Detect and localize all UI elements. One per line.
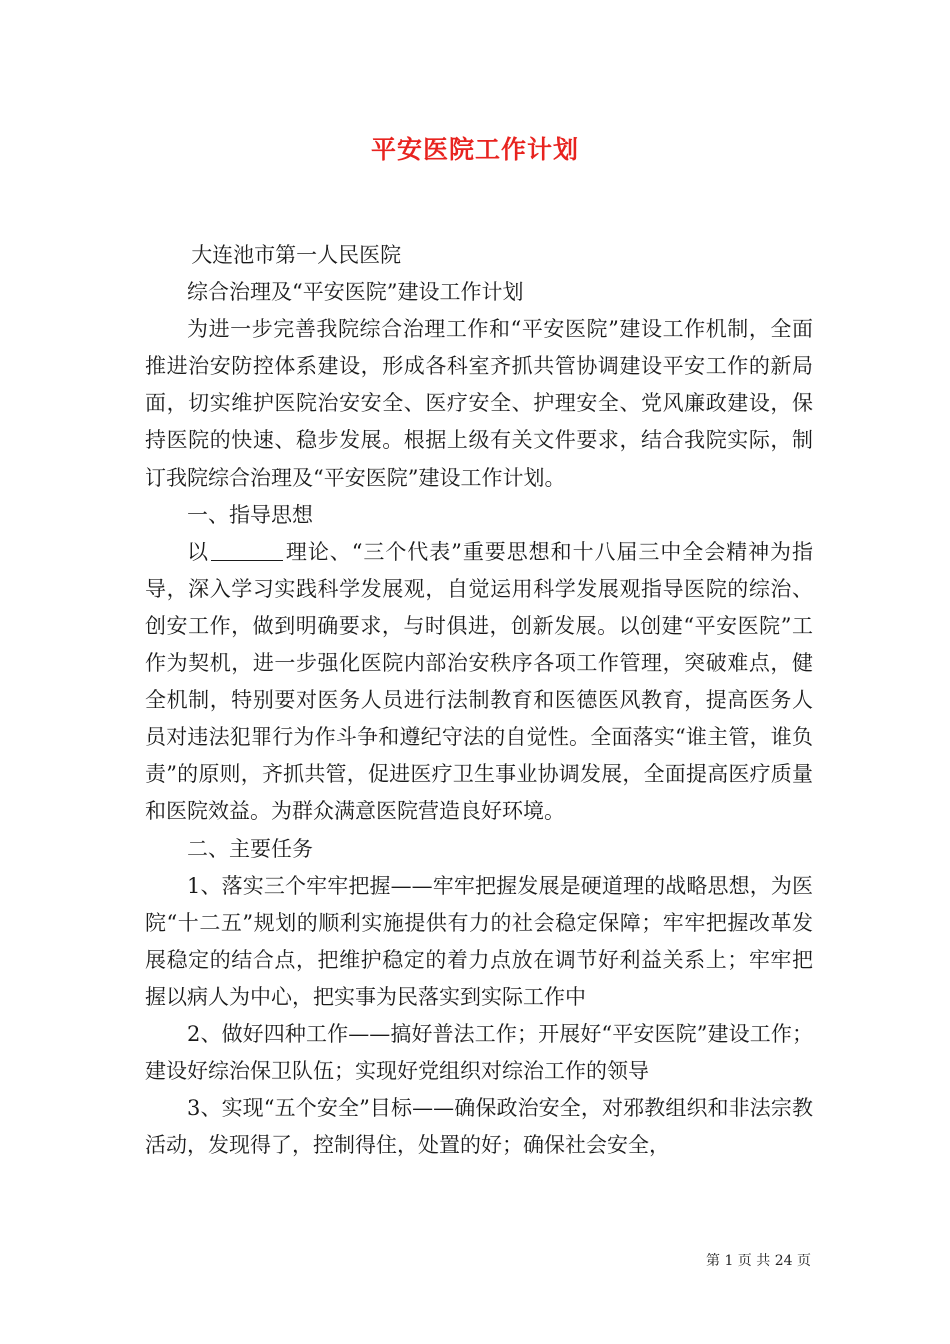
task-item-1: 1、落实三个牢牢把握——牢牢把握发展是硬道理的战略思想，为医院“十二五”规划的顺利实施提供有力的社会稳定保障；牢牢把握改革发展稳定的结合点，把维护稳定的着力点放在调节好利益关系上；牢牢把握以病人为中心，把实事为民落实到实际工作中: [145, 873, 813, 1009]
document-title: 平安医院工作计划: [370, 135, 579, 164]
intro-paragraph: 为进一步完善我院综合治理工作和“平安医院”建设工作机制，全面推进治安防控体系建设，形成各科室齐抓共管协调建设平安工作的新局面，切实维护医院治安安全、医疗安全、护理安全、党风廉政建设，保持医院的快速、稳步发展。根据上级有关文件要求，结合我院实际，制订我院综合治理及“平安医院”建设工作计划。: [145, 317, 813, 490]
fill-in-blank: [211, 539, 283, 561]
document-subtitle: 综合治理及“平安医院”建设工作计划: [187, 280, 524, 305]
page-number-footer: 第 1 页 共 24 页: [706, 1253, 811, 1269]
section-heading-main-tasks: 二、主要任务: [187, 836, 313, 861]
task-item-3: 3、实现“五个安全”目标——确保政治安全，对邪教组织和非法宗教活动，发现得了，控制得住，处置的好；确保社会安全，: [145, 1096, 813, 1158]
document-body: [145, 237, 813, 1164]
guiding-thought-text: 理论、“三个代表”重要思想和十八届三中全会精神为指导，深入学习实践科学发展观，自觉运用科学发展观指导医院的综治、创安工作，做到明确要求，与时俱进，创新发展。以创建“平安医院”工作为契机，进一步强化医院内部治安秩序各项工作管理，突破难点，健全机制，特别要对医务人员进行法制教育和医德医风教育，提高医务人员对违法犯罪行为作斗争和遵纪守法的自觉性。全面落实“谁主管，谁负责”的原则，齐抓共管，促进医疗卫生事业协调发展，全面提高医疗质量和医院效益。为群众满意医院营造良好环境。: [145, 539, 813, 824]
guiding-thought-prefix: 以: [187, 539, 209, 564]
organization-name: 大连池市第一人民医院: [191, 243, 402, 267]
section-heading-guiding-thought: 一、指导思想: [187, 502, 313, 527]
guiding-thought-paragraph: [145, 534, 813, 831]
task-item-2: 2、做好四种工作——搞好普法工作；开展好“平安医院”建设工作；建设好综治保卫队伍；实现好党组织对综治工作的领导: [145, 1021, 813, 1084]
